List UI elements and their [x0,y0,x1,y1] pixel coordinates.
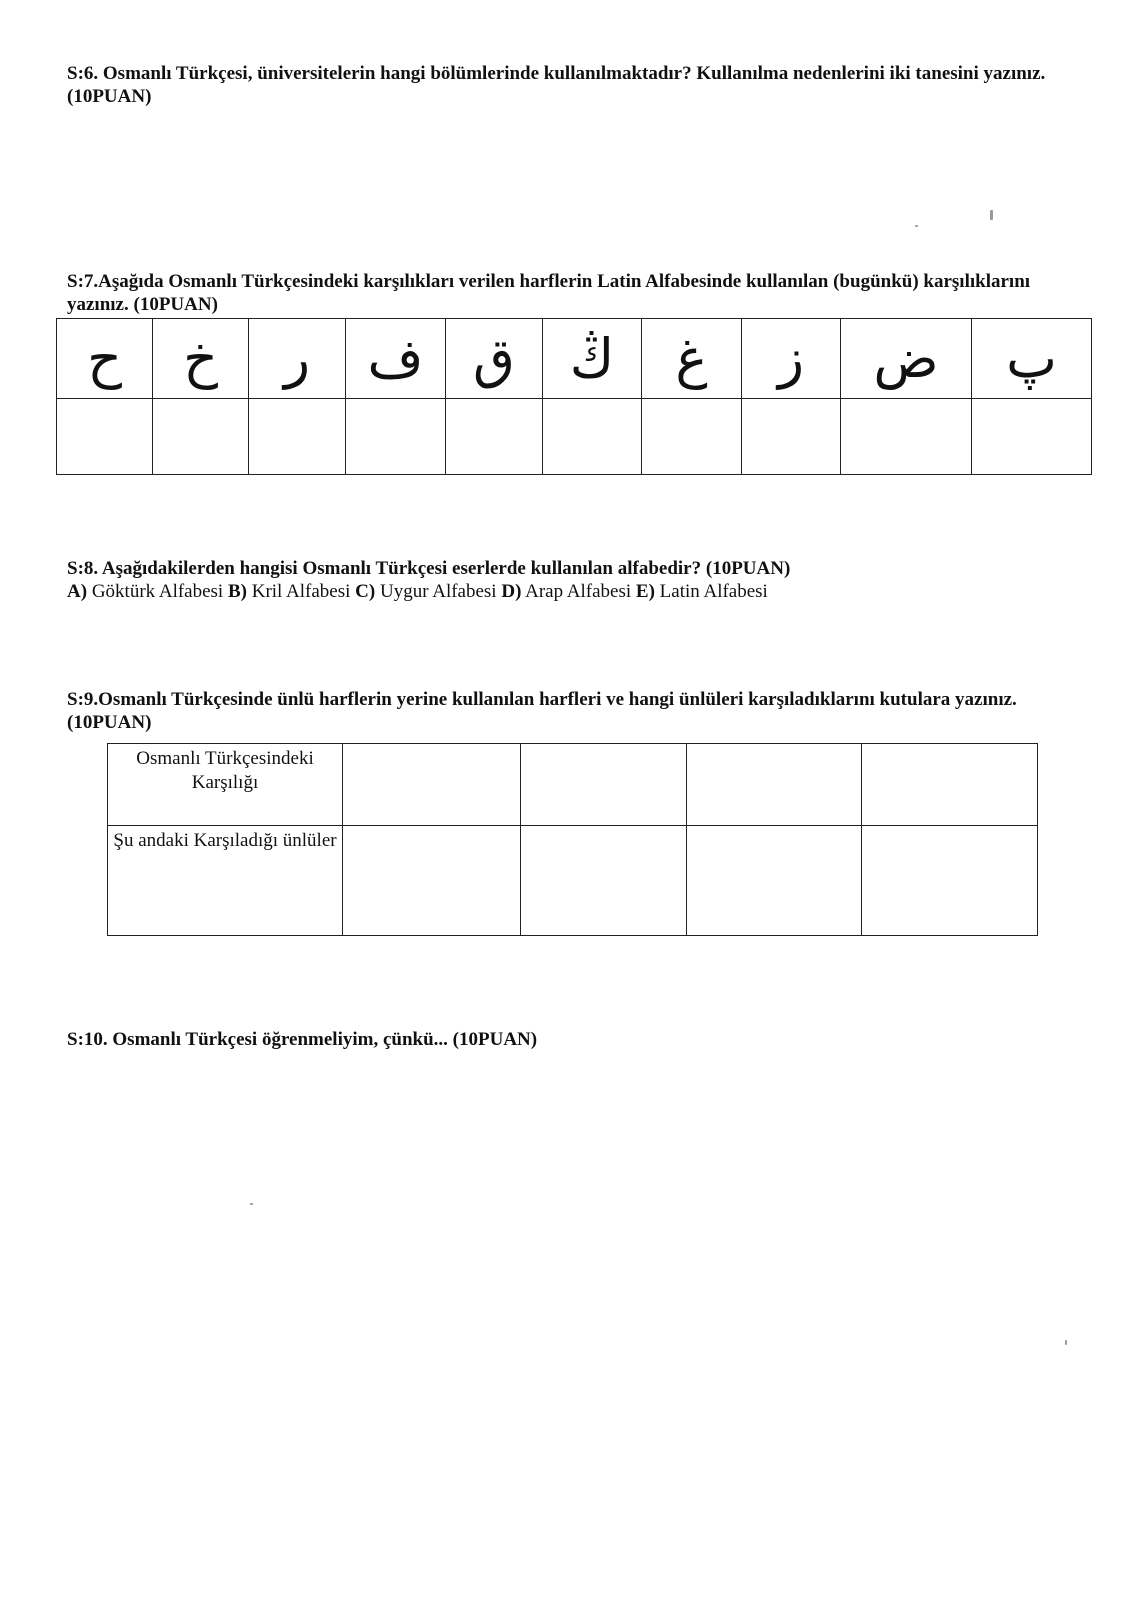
letter-cell [642,319,742,399]
letter-cell [249,319,346,399]
letters-table [56,318,1092,475]
scan-speck [250,1203,253,1205]
answer-cell[interactable] [521,826,687,936]
answer-cell[interactable] [343,744,521,826]
answer-cell[interactable] [862,826,1038,936]
answer-cell[interactable] [642,399,742,475]
vowels-row-current [108,826,1038,936]
row-label-ottoman: Osmanlı Türkçesindeki Karşılığı [108,744,343,826]
option-e[interactable]: E) Latin Alfabesi [635,581,768,602]
option-a[interactable]: A) Göktürk Alfabesi [67,581,224,602]
arabic-letter: ڭ [569,326,615,390]
question-9: S:9.Osmanlı Türkçesinde ünlü harflerin yerine kullanılan harfleri ve hangi ünlüleri karşıladıklarını kutulara yazınız. (10PUAN) [67,689,1017,733]
answer-cell[interactable] [972,399,1092,475]
row-label-current: Şu andaki Karşıladığı ünlüler [108,826,343,936]
arabic-letter: غ [675,326,708,390]
letter-cell [742,319,841,399]
scan-speck [915,225,918,227]
answer-cell[interactable] [346,399,446,475]
arabic-letters-row [57,319,1092,399]
arabic-letter: ر [283,326,311,390]
question-6: S:6. Osmanlı Türkçesi, üniversitelerin hangi bölümlerinde kullanılmaktadır? Kullanılma nedenlerini iki tanesini yazınız. (10PUAN) [67,63,1046,107]
answer-cell[interactable] [343,826,521,936]
option-b[interactable]: B) Kril Alfabesi [227,581,351,602]
answer-cell[interactable] [742,399,841,475]
letter-cell [57,319,153,399]
letter-cell [446,319,543,399]
answer-cell[interactable] [841,399,972,475]
arabic-letter: ق [473,326,515,390]
arabic-letter: ف [367,326,424,390]
answer-cell[interactable] [687,744,862,826]
arabic-letter: ز [777,326,805,390]
scan-speck [990,210,993,220]
arabic-letter: ح [87,326,122,390]
answer-cell[interactable] [521,744,687,826]
question-7: S:7.Aşağıda Osmanlı Türkçesindeki karşılıkları verilen harflerin Latin Alfabesinde kullanılan (bugünkü) karşılıklarını yazınız. (10PUAN) [67,271,1031,315]
answer-cell[interactable] [543,399,642,475]
letter-cell [841,319,972,399]
arabic-letter: خ [183,326,218,390]
answer-cell[interactable] [249,399,346,475]
option-d[interactable]: D) Arap Alfabesi [501,581,632,602]
letter-cell [543,319,642,399]
option-c[interactable]: C) Uygur Alfabesi [355,581,497,602]
vowels-row-ottoman [108,744,1038,826]
answer-row [57,399,1092,475]
question-8 [67,557,1067,603]
answer-cell[interactable] [57,399,153,475]
arabic-letter: ض [873,326,939,390]
answer-options [67,580,1067,603]
letter-cell [346,319,446,399]
scan-speck [1065,1340,1067,1345]
answer-cell[interactable] [446,399,543,475]
arabic-letter: پ [1006,326,1057,390]
letter-cell [972,319,1092,399]
answer-cell[interactable] [687,826,862,936]
vowels-table [107,743,1038,936]
letter-cell [153,319,249,399]
answer-cell[interactable] [862,744,1038,826]
question-8-title: S:8. Aşağıdakilerden hangisi Osmanlı Türkçesi eserlerde kullanılan alfabedir? (10PUAN) [67,558,791,579]
question-10: S:10. Osmanlı Türkçesi öğrenmeliyim, çünkü... (10PUAN) [67,1029,538,1050]
answer-cell[interactable] [153,399,249,475]
